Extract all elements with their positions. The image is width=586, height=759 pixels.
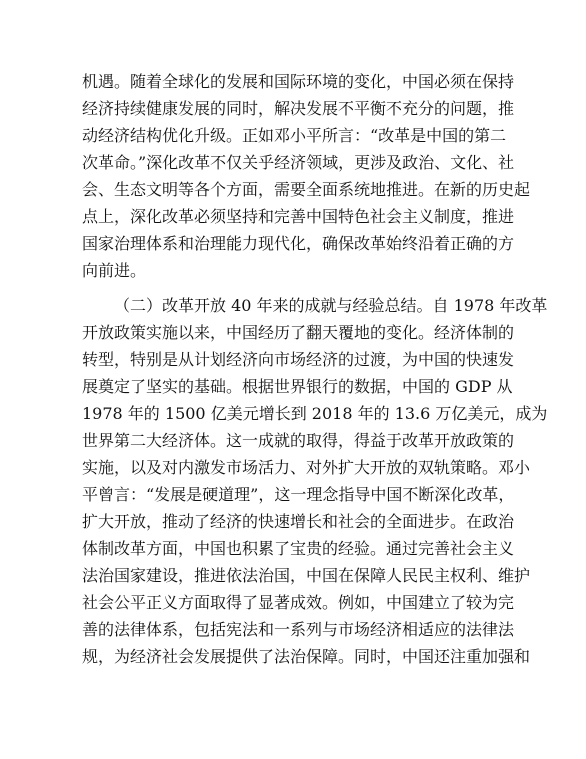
paragraph-2-line: 转型，特别是从计划经济向市场经济的过渡，为中国的快速发 (82, 350, 515, 369)
paragraph-2-line: 善的法律体系，包括宪法和一系列与市场经济相适应的法律法 (82, 620, 515, 639)
paragraph-2-line: 规，为经济社会发展提供了法治保障。同时，中国还注重加强和 (82, 647, 531, 666)
paragraph-2-line: 体制改革方面，中国也积累了宝贵的经验。通过完善社会主义 (82, 539, 515, 558)
paragraph-2-line: 实施，以及对内激发市场活力、对外扩大开放的双轨策略。邓小 (82, 458, 531, 477)
paragraph-1-line: 向前进。 (82, 261, 147, 280)
paragraph-1-line: 点上，深化改革必须坚持和完善中国特色社会主义制度，推进 (82, 207, 515, 226)
paragraph-2-line: 世界第二大经济体。这一成就的取得，得益于改革开放政策的 (82, 431, 515, 450)
paragraph-2-line: 1978 年的 1500 亿美元增长到 2018 年的 13.6 万亿美元，成为 (82, 404, 548, 423)
paragraph-2-line: 平曾言：“发展是硬道理”，这一理念指导中国不断深化改革， (82, 485, 515, 504)
paragraph-2-line: 展奠定了坚实的基础。根据世界银行的数据，中国的 GDP 从 (82, 377, 513, 396)
paragraph-1-line: 会、生态文明等各个方面，需要全面系统地推进。在新的历史起 (82, 180, 531, 199)
paragraph-1 (82, 68, 531, 284)
paragraph-1-line: 动经济结构优化升级。正如邓小平所言：“改革是中国的第二 (82, 126, 507, 145)
paragraph-1-line: 经济持续健康发展的同时，解决发展不平衡不充分的问题，推 (82, 99, 515, 118)
paragraph-2 (82, 292, 548, 670)
paragraph-1-line: 国家治理体系和治理能力现代化，确保改革始终沿着正确的方 (82, 234, 515, 253)
paragraph-2-line: 开放政策实施以来，中国经历了翻天覆地的变化。经济体制的 (82, 323, 515, 342)
paragraph-2-line: 社会公平正义方面取得了显著成效。例如，中国建立了较为完 (82, 593, 515, 612)
paragraph-2-line: 法治国家建设，推进依法治国，中国在保障人民民主权利、维护 (82, 566, 531, 585)
paragraph-2-line: 扩大开放，推动了经济的快速增长和社会的全面进步。在政治 (82, 512, 515, 531)
paragraph-2-line: （二）改革开放 40 年来的成就与经验总结。自 1978 年改革 (114, 296, 548, 315)
paragraph-1-line: 次革命。”深化改革不仅关乎经济领域，更涉及政治、文化、社 (82, 153, 515, 172)
paragraph-1-line: 机遇。随着全球化的发展和国际环境的变化，中国必须在保持 (82, 72, 515, 91)
